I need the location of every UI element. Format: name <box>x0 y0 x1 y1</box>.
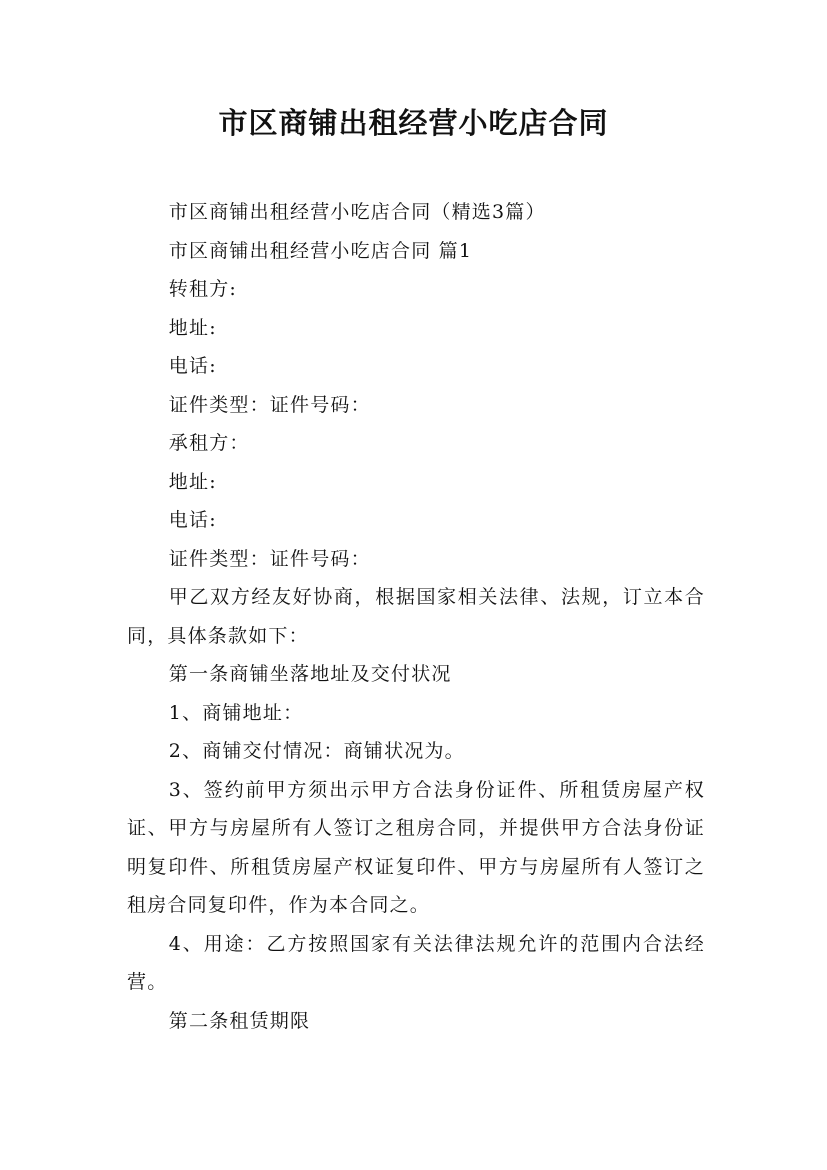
paragraph-subtitle: 市区商铺出租经营小吃店合同（精选3篇） <box>168 201 546 223</box>
paragraph-shop-address: 1、商铺地址： <box>168 701 304 724</box>
document-title: 市区商铺出租经营小吃店合同 <box>218 106 609 140</box>
paragraph-lessor-label: 转租方: <box>168 278 237 300</box>
paragraph-lessee-phone: 电话: <box>168 509 217 531</box>
paragraph-usage-clause: 4、用途：乙方按照国家有关法律法规允许的范围内合法经营。 <box>127 932 705 993</box>
document-body <box>127 193 705 1040</box>
paragraph-lessee-label: 承租方： <box>168 432 250 454</box>
paragraph-shop-delivery: 2、商铺交付情况：商铺状况为。 <box>168 740 465 762</box>
paragraph-article-2-heading: 第二条租赁期限 <box>168 1009 311 1032</box>
paragraph-lessee-id: 证件类型：证件号码： <box>168 547 371 570</box>
paragraph-chapter-heading: 市区商铺出租经营小吃店合同 篇1 <box>168 239 473 262</box>
paragraph-lessor-phone: 电话: <box>168 355 217 377</box>
paragraph-lessor-id: 证件类型：证件号码： <box>168 393 371 416</box>
paragraph-article-1-heading: 第一条商铺坐落地址及交付状况 <box>168 663 452 685</box>
paragraph-lessor-address: 地址: <box>168 316 217 339</box>
paragraph-agreement-intro: 甲乙双方经友好协商，根据国家相关法律、法规，订立本合同，具体条款如下： <box>127 586 705 647</box>
paragraph-documents-clause: 3、签约前甲方须出示甲方合法身份证件、所租赁房屋产权证、甲方与房屋所有人签订之租房合同，并提供甲方合法身份证明复印件、所租赁房屋产权证复印件、甲方与房屋所有人签订之租房合同复印件，作为本合同之。 <box>127 778 705 916</box>
paragraph-lessee-address: 地址: <box>168 470 217 493</box>
